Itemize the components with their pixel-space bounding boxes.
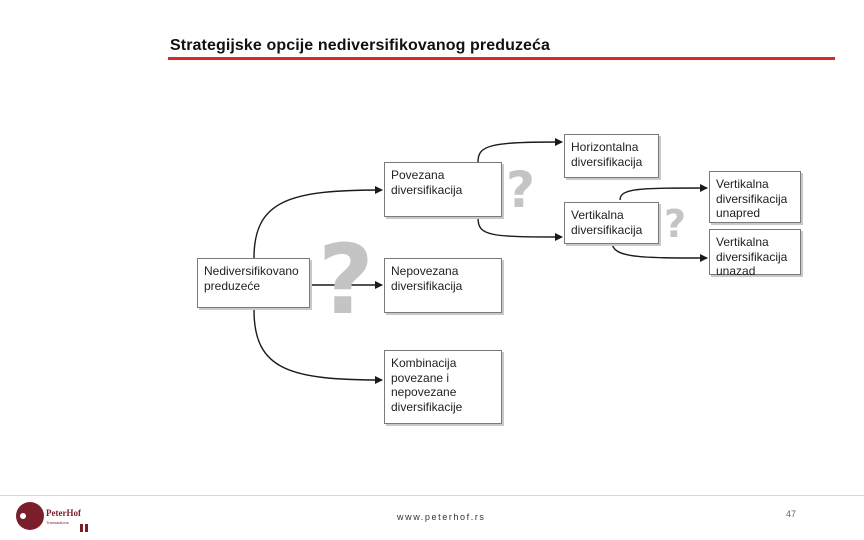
- box-vertikalna-unazad: Vertikalna diversifikacija unazad: [709, 229, 801, 275]
- box-nepovezana: Nepovezana diversifikacija: [384, 258, 502, 313]
- box-nediversifikovano: Nediversifikovano preduzeće: [197, 258, 310, 308]
- logo-bars-icon: [80, 519, 90, 537]
- arrow-to-horizontal: [478, 142, 562, 162]
- box-vertikalna: Vertikalna diversifikacija: [564, 202, 659, 244]
- logo-tagline: Transactions: [46, 520, 69, 525]
- box-vertikalna-unapred: Vertikalna diversifikacija unapred: [709, 171, 801, 223]
- logo-name: PeterHof: [46, 508, 81, 518]
- logo-dot-icon: [20, 513, 26, 519]
- arrow-to-vertical-backward: [612, 242, 707, 258]
- box-kombinacija: Kombinacija povezane i nepovezane diversifikacije: [384, 350, 502, 424]
- arrow-to-vertical: [478, 218, 562, 237]
- company-logo: [16, 502, 106, 534]
- question-mark-medium: ?: [506, 161, 536, 219]
- box-povezana: Povezana diversifikacija: [384, 162, 502, 217]
- footer-url[interactable]: www.peterhof.rs: [397, 512, 486, 522]
- page-number: 47: [786, 509, 797, 519]
- footer-divider: [0, 495, 864, 496]
- box-horizontalna: Horizontalna diversifikacija: [564, 134, 659, 178]
- question-mark-large: ?: [318, 224, 374, 336]
- question-mark-small: ?: [664, 202, 687, 246]
- slide-title: Strategijske opcije nediversifikovanog preduzeća: [170, 37, 551, 54]
- arrow-to-vertical-forward: [620, 188, 707, 200]
